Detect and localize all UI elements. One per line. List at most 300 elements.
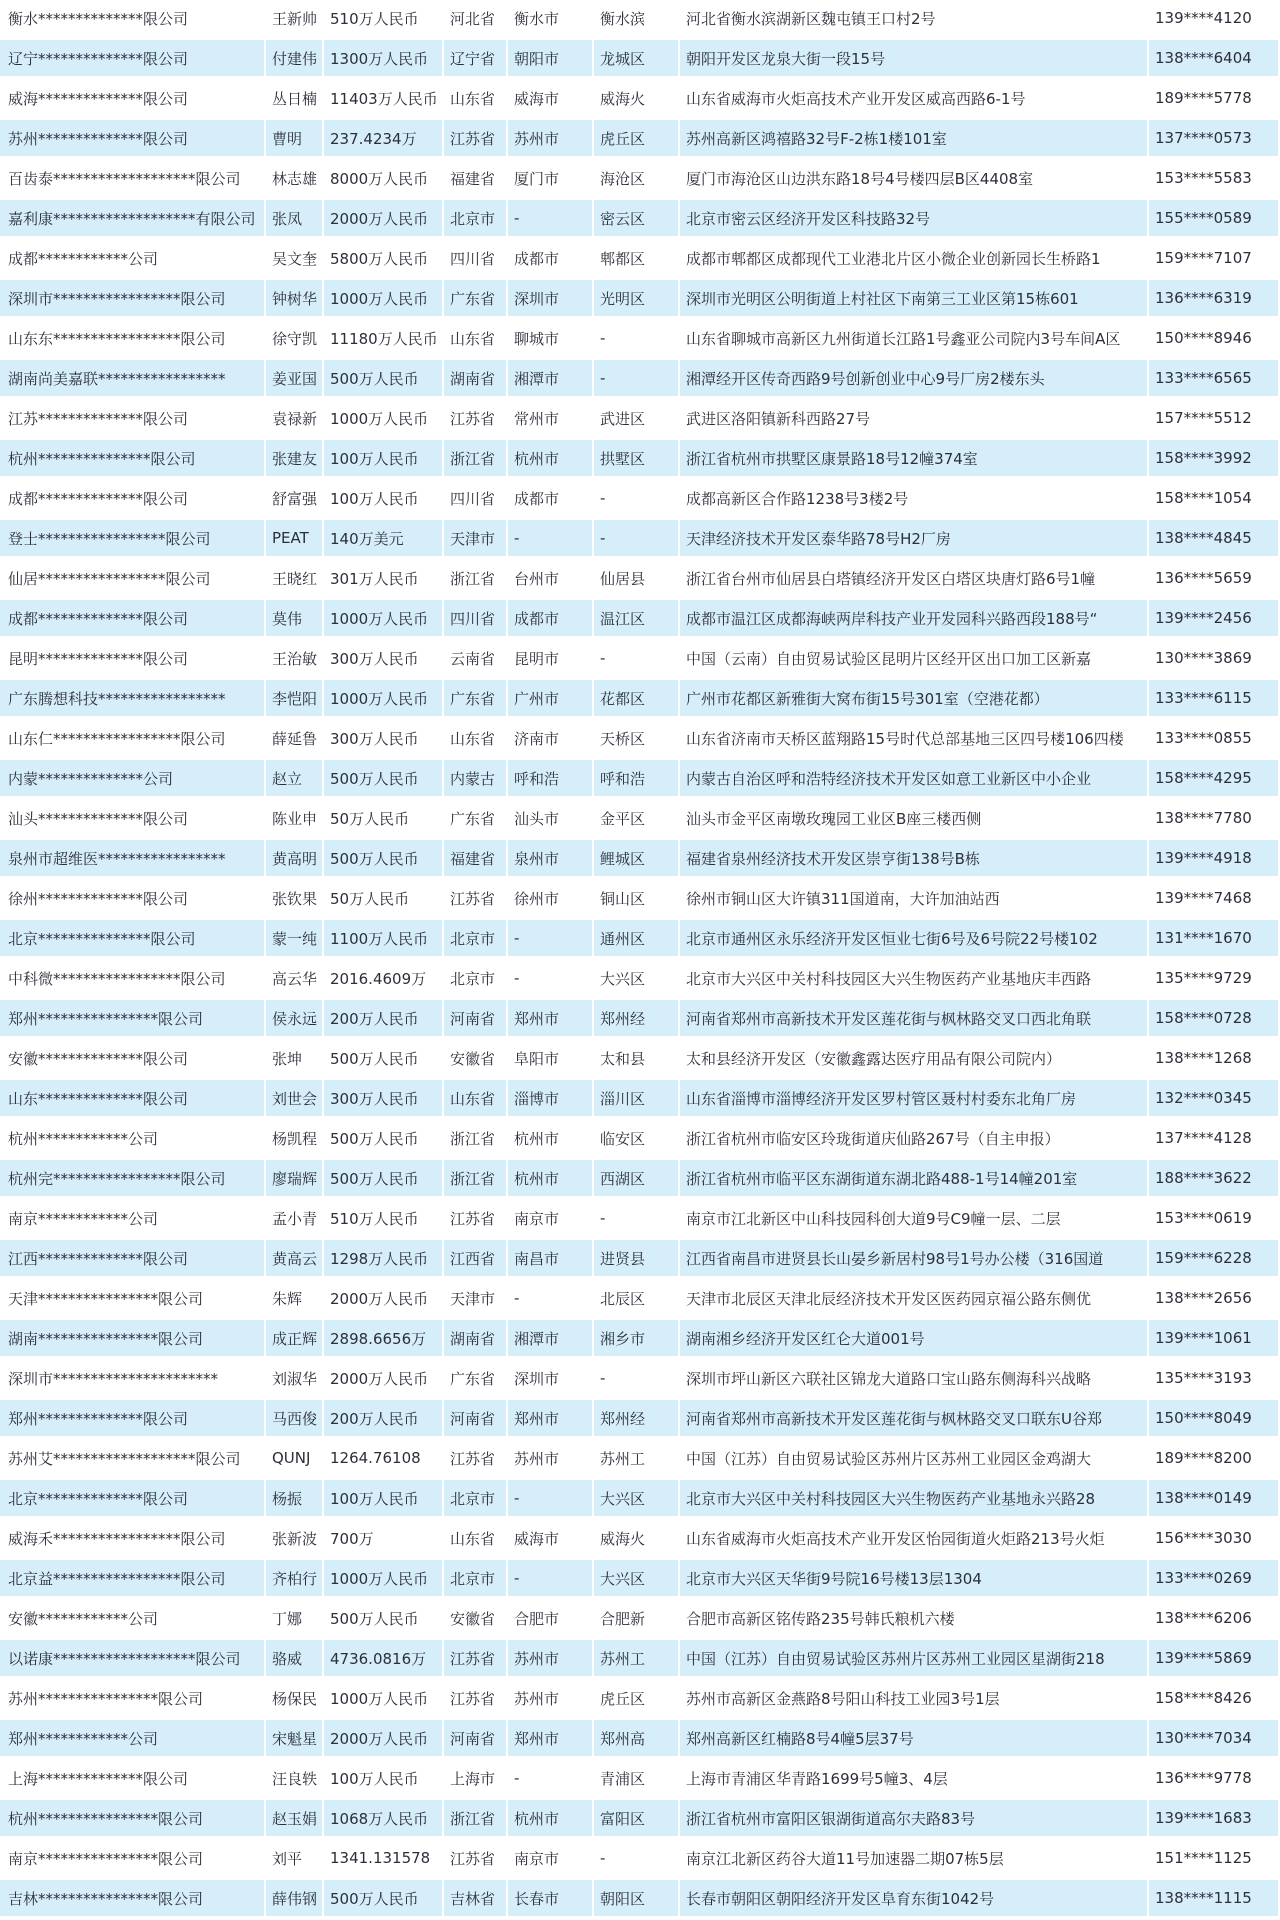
district-cell: 花都区 xyxy=(594,680,680,720)
province-cell: 浙江省 xyxy=(444,1160,508,1200)
contact-name-cell: 张凤 xyxy=(266,200,324,240)
district-cell: - xyxy=(594,360,680,400)
contact-name-cell: 杨振 xyxy=(266,1480,324,1520)
company-name-cell: 北京益*****************限公司 xyxy=(0,1560,266,1600)
city-cell: 泉州市 xyxy=(508,840,594,880)
company-name-cell: 深圳市********************** xyxy=(0,1360,266,1400)
city-cell: 威海市 xyxy=(508,1520,594,1560)
address-cell: 苏州市高新区金燕路8号阳山科技工业园3号1层 xyxy=(680,1680,1149,1720)
district-cell: 青浦区 xyxy=(594,1760,680,1800)
capital-cell: 500万人民币 xyxy=(324,360,444,400)
address-cell: 北京市密云区经济开发区科技路32号 xyxy=(680,200,1149,240)
province-cell: 北京市 xyxy=(444,920,508,960)
address-cell: 朝阳开发区龙泉大街一段15号 xyxy=(680,40,1149,80)
phone-cell: 136****9778 xyxy=(1149,1760,1280,1800)
phone-cell: 157****5512 xyxy=(1149,400,1280,440)
city-cell: 阜阳市 xyxy=(508,1040,594,1080)
province-cell: 江苏省 xyxy=(444,1640,508,1680)
city-cell: 杭州市 xyxy=(508,1120,594,1160)
capital-cell: 510万人民币 xyxy=(324,0,444,40)
district-cell: 金平区 xyxy=(594,800,680,840)
contact-name-cell: 张新波 xyxy=(266,1520,324,1560)
district-cell: 拱墅区 xyxy=(594,440,680,480)
phone-cell: 151****1125 xyxy=(1149,1840,1280,1880)
city-cell: 湘潭市 xyxy=(508,1320,594,1360)
table-row xyxy=(0,1720,1280,1760)
company-name-cell: 苏州****************限公司 xyxy=(0,1680,266,1720)
district-cell: 通州区 xyxy=(594,920,680,960)
province-cell: 吉林省 xyxy=(444,1880,508,1920)
district-cell: 武进区 xyxy=(594,400,680,440)
district-cell: - xyxy=(594,320,680,360)
table-row xyxy=(0,600,1280,640)
phone-cell: 138****4845 xyxy=(1149,520,1280,560)
table-row xyxy=(0,1080,1280,1120)
district-cell: 大兴区 xyxy=(594,960,680,1000)
city-cell: 厦门市 xyxy=(508,160,594,200)
capital-cell: 1000万人民币 xyxy=(324,1560,444,1600)
phone-cell: 138****1115 xyxy=(1149,1880,1280,1920)
company-name-cell: 上海**************限公司 xyxy=(0,1760,266,1800)
address-cell: 武进区洛阳镇新科西路27号 xyxy=(680,400,1149,440)
city-cell: 朝阳市 xyxy=(508,40,594,80)
table-row xyxy=(0,840,1280,880)
city-cell: 徐州市 xyxy=(508,880,594,920)
city-cell: - xyxy=(508,1280,594,1320)
city-cell: 成都市 xyxy=(508,480,594,520)
address-cell: 浙江省杭州市临平区东湖街道东湖北路488-1号14幢201室 xyxy=(680,1160,1149,1200)
contact-name-cell: 薛伟钢 xyxy=(266,1880,324,1920)
table-row xyxy=(0,1000,1280,1040)
address-cell: 天津经济技术开发区泰华路78号H2厂房 xyxy=(680,520,1149,560)
capital-cell: 1264.76108 xyxy=(324,1440,444,1480)
address-cell: 汕头市金平区南墩玫瑰园工业区B座三楼西侧 xyxy=(680,800,1149,840)
address-cell: 厦门市海沧区山边洪东路18号4号楼四层B区4408室 xyxy=(680,160,1149,200)
company-name-cell: 百齿泰*******************限公司 xyxy=(0,160,266,200)
capital-cell: 700万 xyxy=(324,1520,444,1560)
capital-cell: 500万人民币 xyxy=(324,1160,444,1200)
phone-cell: 133****6565 xyxy=(1149,360,1280,400)
province-cell: 浙江省 xyxy=(444,440,508,480)
company-name-cell: 北京***************限公司 xyxy=(0,920,266,960)
phone-cell: 138****1268 xyxy=(1149,1040,1280,1080)
district-cell: - xyxy=(594,640,680,680)
province-cell: 河南省 xyxy=(444,1720,508,1760)
capital-cell: 2000万人民币 xyxy=(324,200,444,240)
table-row xyxy=(0,1200,1280,1240)
province-cell: 江苏省 xyxy=(444,400,508,440)
address-cell: 广州市花都区新雅街大窝布街15号301室（空港花都） xyxy=(680,680,1149,720)
contact-name-cell: 高云华 xyxy=(266,960,324,1000)
district-cell: 仙居县 xyxy=(594,560,680,600)
district-cell: 苏州工 xyxy=(594,1640,680,1680)
company-name-cell: 山东东*****************限公司 xyxy=(0,320,266,360)
province-cell: 河南省 xyxy=(444,1400,508,1440)
capital-cell: 1068万人民币 xyxy=(324,1800,444,1840)
province-cell: 湖南省 xyxy=(444,1320,508,1360)
contact-name-cell: 曹明 xyxy=(266,120,324,160)
address-cell: 中国（江苏）自由贸易试验区苏州片区苏州工业园区金鸡湖大 xyxy=(680,1440,1149,1480)
district-cell: 朝阳区 xyxy=(594,1880,680,1920)
phone-cell: 135****3193 xyxy=(1149,1360,1280,1400)
table-row xyxy=(0,1640,1280,1680)
address-cell: 北京市通州区永乐经济开发区恒业七街6号及6号院22号楼102 xyxy=(680,920,1149,960)
district-cell: - xyxy=(594,1360,680,1400)
province-cell: 山东省 xyxy=(444,320,508,360)
company-name-cell: 安徽**************限公司 xyxy=(0,1040,266,1080)
province-cell: 山东省 xyxy=(444,80,508,120)
capital-cell: 1000万人民币 xyxy=(324,280,444,320)
address-cell: 北京市大兴区中关村科技园区大兴生物医药产业基地庆丰西路 xyxy=(680,960,1149,1000)
city-cell: - xyxy=(508,520,594,560)
city-cell: 威海市 xyxy=(508,80,594,120)
city-cell: 杭州市 xyxy=(508,440,594,480)
city-cell: - xyxy=(508,960,594,1000)
company-name-cell: 安徽************公司 xyxy=(0,1600,266,1640)
phone-cell: 153****5583 xyxy=(1149,160,1280,200)
city-cell: 南京市 xyxy=(508,1840,594,1880)
district-cell: 铜山区 xyxy=(594,880,680,920)
phone-cell: 139****1061 xyxy=(1149,1320,1280,1360)
table-row xyxy=(0,800,1280,840)
company-name-cell: 吉林****************限公司 xyxy=(0,1880,266,1920)
phone-cell: 139****4918 xyxy=(1149,840,1280,880)
contact-name-cell: 薛延鲁 xyxy=(266,720,324,760)
province-cell: 北京市 xyxy=(444,960,508,1000)
capital-cell: 1100万人民币 xyxy=(324,920,444,960)
phone-cell: 159****7107 xyxy=(1149,240,1280,280)
company-name-cell: 内蒙**************公司 xyxy=(0,760,266,800)
table-row xyxy=(0,1520,1280,1560)
address-cell: 成都市温江区成都海峡两岸科技产业开发园科兴路西段188号“ xyxy=(680,600,1149,640)
capital-cell: 500万人民币 xyxy=(324,1120,444,1160)
contact-name-cell: 赵玉娟 xyxy=(266,1800,324,1840)
address-cell: 太和县经济开发区（安徽鑫露达医疗用品有限公司院内） xyxy=(680,1040,1149,1080)
district-cell: 北辰区 xyxy=(594,1280,680,1320)
province-cell: 广东省 xyxy=(444,800,508,840)
table-row xyxy=(0,1760,1280,1800)
company-name-cell: 杭州****************限公司 xyxy=(0,1800,266,1840)
phone-cell: 139****1683 xyxy=(1149,1800,1280,1840)
company-name-cell: 昆明**************限公司 xyxy=(0,640,266,680)
address-cell: 山东省威海市火炬高技术产业开发区威高西路6-1号 xyxy=(680,80,1149,120)
province-cell: 广东省 xyxy=(444,280,508,320)
contact-name-cell: 张钦果 xyxy=(266,880,324,920)
contact-name-cell: 莫伟 xyxy=(266,600,324,640)
contact-name-cell: 徐守凯 xyxy=(266,320,324,360)
table-row xyxy=(0,40,1280,80)
phone-cell: 158****8426 xyxy=(1149,1680,1280,1720)
contact-name-cell: 吴文奎 xyxy=(266,240,324,280)
province-cell: 江苏省 xyxy=(444,880,508,920)
phone-cell: 155****0589 xyxy=(1149,200,1280,240)
table-row xyxy=(0,200,1280,240)
company-name-cell: 汕头**************限公司 xyxy=(0,800,266,840)
contact-name-cell: 马西俊 xyxy=(266,1400,324,1440)
company-name-cell: 山东仁*****************限公司 xyxy=(0,720,266,760)
contact-name-cell: QUNJ xyxy=(266,1440,324,1480)
address-cell: 合肥市高新区铭传路235号韩氏粮机六楼 xyxy=(680,1600,1149,1640)
phone-cell: 138****2656 xyxy=(1149,1280,1280,1320)
province-cell: 北京市 xyxy=(444,1480,508,1520)
address-cell: 成都市郫都区成都现代工业港北片区小微企业创新园长生桥路1 xyxy=(680,240,1149,280)
city-cell: 聊城市 xyxy=(508,320,594,360)
phone-cell: 158****3992 xyxy=(1149,440,1280,480)
capital-cell: 100万人民币 xyxy=(324,480,444,520)
district-cell: 郑州高 xyxy=(594,1720,680,1760)
contact-name-cell: 林志雄 xyxy=(266,160,324,200)
company-name-cell: 天津****************限公司 xyxy=(0,1280,266,1320)
district-cell: 天桥区 xyxy=(594,720,680,760)
phone-cell: 137****0573 xyxy=(1149,120,1280,160)
phone-cell: 138****0149 xyxy=(1149,1480,1280,1520)
company-name-cell: 仙居*****************限公司 xyxy=(0,560,266,600)
province-cell: 辽宁省 xyxy=(444,40,508,80)
table-row xyxy=(0,120,1280,160)
capital-cell: 1341.131578 xyxy=(324,1840,444,1880)
contact-name-cell: 赵立 xyxy=(266,760,324,800)
capital-cell: 100万人民币 xyxy=(324,440,444,480)
company-name-cell: 南京************公司 xyxy=(0,1200,266,1240)
address-cell: 浙江省杭州市富阳区银湖街道高尔夫路83号 xyxy=(680,1800,1149,1840)
contact-name-cell: 刘淑华 xyxy=(266,1360,324,1400)
address-cell: 成都高新区合作路1238号3楼2号 xyxy=(680,480,1149,520)
address-cell: 上海市青浦区华青路1699号5幢3、4层 xyxy=(680,1760,1149,1800)
district-cell: 威海火 xyxy=(594,1520,680,1560)
phone-cell: 132****0345 xyxy=(1149,1080,1280,1120)
province-cell: 四川省 xyxy=(444,480,508,520)
capital-cell: 301万人民币 xyxy=(324,560,444,600)
contact-name-cell: 李恺阳 xyxy=(266,680,324,720)
company-name-cell: 以诺康*******************限公司 xyxy=(0,1640,266,1680)
contact-name-cell: 刘平 xyxy=(266,1840,324,1880)
city-cell: - xyxy=(508,1760,594,1800)
table-row xyxy=(0,160,1280,200)
city-cell: 呼和浩 xyxy=(508,760,594,800)
table-row xyxy=(0,920,1280,960)
province-cell: 江苏省 xyxy=(444,120,508,160)
capital-cell: 11403万人民币 xyxy=(324,80,444,120)
phone-cell: 131****1670 xyxy=(1149,920,1280,960)
capital-cell: 510万人民币 xyxy=(324,1200,444,1240)
city-cell: 汕头市 xyxy=(508,800,594,840)
city-cell: 成都市 xyxy=(508,600,594,640)
province-cell: 安徽省 xyxy=(444,1600,508,1640)
table-row xyxy=(0,1560,1280,1600)
contact-name-cell: 蒙一纯 xyxy=(266,920,324,960)
address-cell: 深圳市坪山新区六联社区锦龙大道路口宝山路东侧海科兴战略 xyxy=(680,1360,1149,1400)
city-cell: 南昌市 xyxy=(508,1240,594,1280)
company-name-cell: 杭州***************限公司 xyxy=(0,440,266,480)
address-cell: 山东省济南市天桥区蓝翔路15号时代总部基地三区四号楼106四楼 xyxy=(680,720,1149,760)
capital-cell: 1000万人民币 xyxy=(324,600,444,640)
capital-cell: 2000万人民币 xyxy=(324,1720,444,1760)
city-cell: 郑州市 xyxy=(508,1720,594,1760)
district-cell: 密云区 xyxy=(594,200,680,240)
table-row xyxy=(0,1680,1280,1720)
city-cell: - xyxy=(508,1560,594,1600)
table-row xyxy=(0,1040,1280,1080)
capital-cell: 100万人民币 xyxy=(324,1480,444,1520)
province-cell: 江苏省 xyxy=(444,1840,508,1880)
capital-cell: 500万人民币 xyxy=(324,1880,444,1920)
city-cell: 衡水市 xyxy=(508,0,594,40)
city-cell: 杭州市 xyxy=(508,1160,594,1200)
capital-cell: 2000万人民币 xyxy=(324,1360,444,1400)
province-cell: 广东省 xyxy=(444,1360,508,1400)
contact-name-cell: 孟小青 xyxy=(266,1200,324,1240)
company-name-cell: 成都**************限公司 xyxy=(0,600,266,640)
contact-name-cell: 黄高云 xyxy=(266,1240,324,1280)
table-row xyxy=(0,1880,1280,1920)
city-cell: 成都市 xyxy=(508,240,594,280)
company-name-cell: 苏州**************限公司 xyxy=(0,120,266,160)
phone-cell: 138****6206 xyxy=(1149,1600,1280,1640)
address-cell: 山东省聊城市高新区九州街道长江路1号鑫亚公司院内3号车间A区 xyxy=(680,320,1149,360)
table-row xyxy=(0,1600,1280,1640)
phone-cell: 133****6115 xyxy=(1149,680,1280,720)
district-cell: 大兴区 xyxy=(594,1480,680,1520)
table-row xyxy=(0,1800,1280,1840)
province-cell: 河北省 xyxy=(444,0,508,40)
capital-cell: 1300万人民币 xyxy=(324,40,444,80)
table-row xyxy=(0,680,1280,720)
phone-cell: 137****4128 xyxy=(1149,1120,1280,1160)
table-row xyxy=(0,1240,1280,1280)
company-name-cell: 衡水**************限公司 xyxy=(0,0,266,40)
city-cell: 湘潭市 xyxy=(508,360,594,400)
company-name-cell: 中科微*****************限公司 xyxy=(0,960,266,1000)
phone-cell: 133****0855 xyxy=(1149,720,1280,760)
table-row xyxy=(0,520,1280,560)
district-cell: 温江区 xyxy=(594,600,680,640)
district-cell: 郑州经 xyxy=(594,1400,680,1440)
city-cell: 济南市 xyxy=(508,720,594,760)
city-cell: 广州市 xyxy=(508,680,594,720)
contact-name-cell: 黄高明 xyxy=(266,840,324,880)
city-cell: 杭州市 xyxy=(508,1800,594,1840)
address-cell: 北京市大兴区天华街9号院16号楼13层1304 xyxy=(680,1560,1149,1600)
city-cell: 苏州市 xyxy=(508,1440,594,1480)
phone-cell: 139****4120 xyxy=(1149,0,1280,40)
table-row xyxy=(0,0,1280,40)
table-row xyxy=(0,880,1280,920)
table-row xyxy=(0,280,1280,320)
city-cell: 郑州市 xyxy=(508,1000,594,1040)
capital-cell: 2898.6656万 xyxy=(324,1320,444,1360)
province-cell: 上海市 xyxy=(444,1760,508,1800)
capital-cell: 1000万人民币 xyxy=(324,1680,444,1720)
district-cell: 威海火 xyxy=(594,80,680,120)
city-cell: 长春市 xyxy=(508,1880,594,1920)
district-cell: 光明区 xyxy=(594,280,680,320)
district-cell: 进贤县 xyxy=(594,1240,680,1280)
contact-name-cell: 王治敏 xyxy=(266,640,324,680)
phone-cell: 189****8200 xyxy=(1149,1440,1280,1480)
company-name-cell: 徐州**************限公司 xyxy=(0,880,266,920)
contact-name-cell: 朱辉 xyxy=(266,1280,324,1320)
table-row xyxy=(0,440,1280,480)
province-cell: 内蒙古 xyxy=(444,760,508,800)
phone-cell: 138****6404 xyxy=(1149,40,1280,80)
phone-cell: 139****7468 xyxy=(1149,880,1280,920)
address-cell: 浙江省杭州市拱墅区康景路18号12幢374室 xyxy=(680,440,1149,480)
company-name-cell: 北京**************限公司 xyxy=(0,1480,266,1520)
city-cell: 郑州市 xyxy=(508,1400,594,1440)
district-cell: 郫都区 xyxy=(594,240,680,280)
address-cell: 河南省郑州市高新技术开发区莲花街与枫林路交叉口联东U谷郑 xyxy=(680,1400,1149,1440)
province-cell: 湖南省 xyxy=(444,360,508,400)
capital-cell: 1000万人民币 xyxy=(324,680,444,720)
province-cell: 北京市 xyxy=(444,200,508,240)
address-cell: 北京市大兴区中关村科技园区大兴生物医药产业基地永兴路28 xyxy=(680,1480,1149,1520)
company-name-cell: 苏州艾*******************限公司 xyxy=(0,1440,266,1480)
province-cell: 云南省 xyxy=(444,640,508,680)
table-row xyxy=(0,1840,1280,1880)
district-cell: 富阳区 xyxy=(594,1800,680,1840)
address-cell: 深圳市光明区公明街道上村社区下南第三工业区第15栋601 xyxy=(680,280,1149,320)
company-name-cell: 登士*****************限公司 xyxy=(0,520,266,560)
capital-cell: 50万人民币 xyxy=(324,800,444,840)
city-cell: 苏州市 xyxy=(508,1680,594,1720)
address-cell: 河南省郑州市高新技术开发区莲花街与枫林路交叉口西北角联 xyxy=(680,1000,1149,1040)
province-cell: 江苏省 xyxy=(444,1440,508,1480)
province-cell: 江苏省 xyxy=(444,1200,508,1240)
table-row xyxy=(0,320,1280,360)
address-cell: 福建省泉州经济技术开发区崇亨街138号B栋 xyxy=(680,840,1149,880)
district-cell: - xyxy=(594,1200,680,1240)
phone-cell: 130****7034 xyxy=(1149,1720,1280,1760)
capital-cell: 5800万人民币 xyxy=(324,240,444,280)
table-row xyxy=(0,1320,1280,1360)
province-cell: 山东省 xyxy=(444,1080,508,1120)
address-cell: 南京市江北新区中山科技园科创大道9号C9幢一层、二层 xyxy=(680,1200,1149,1240)
contact-name-cell: 杨凯程 xyxy=(266,1120,324,1160)
city-cell: - xyxy=(508,1480,594,1520)
district-cell: 太和县 xyxy=(594,1040,680,1080)
address-cell: 徐州市铜山区大许镇311国道南，大许加油站西 xyxy=(680,880,1149,920)
address-cell: 江西省南昌市进贤县长山晏乡新居村98号1号办公楼（316国道 xyxy=(680,1240,1149,1280)
contact-name-cell: 丁娜 xyxy=(266,1600,324,1640)
table-row xyxy=(0,80,1280,120)
company-name-cell: 江西**************限公司 xyxy=(0,1240,266,1280)
table-row xyxy=(0,1400,1280,1440)
contact-name-cell: 钟树华 xyxy=(266,280,324,320)
company-name-cell: 威海禾*****************限公司 xyxy=(0,1520,266,1560)
capital-cell: 500万人民币 xyxy=(324,840,444,880)
district-cell: 苏州工 xyxy=(594,1440,680,1480)
address-cell: 山东省威海市火炬高技术产业开发区怡园街道火炬路213号火炬 xyxy=(680,1520,1149,1560)
contact-name-cell: 成正辉 xyxy=(266,1320,324,1360)
table-row xyxy=(0,1480,1280,1520)
district-cell: - xyxy=(594,520,680,560)
province-cell: 山东省 xyxy=(444,720,508,760)
district-cell: 衡水滨 xyxy=(594,0,680,40)
capital-cell: 300万人民币 xyxy=(324,640,444,680)
contact-name-cell: 侯永远 xyxy=(266,1000,324,1040)
province-cell: 广东省 xyxy=(444,680,508,720)
company-name-cell: 江苏**************限公司 xyxy=(0,400,266,440)
table-row xyxy=(0,1360,1280,1400)
district-cell: 合肥新 xyxy=(594,1600,680,1640)
district-cell: 湘乡市 xyxy=(594,1320,680,1360)
district-cell: 虎丘区 xyxy=(594,1680,680,1720)
table-row xyxy=(0,1440,1280,1480)
capital-cell: 2000万人民币 xyxy=(324,1280,444,1320)
table-row xyxy=(0,1280,1280,1320)
province-cell: 福建省 xyxy=(444,840,508,880)
district-cell: 呼和浩 xyxy=(594,760,680,800)
